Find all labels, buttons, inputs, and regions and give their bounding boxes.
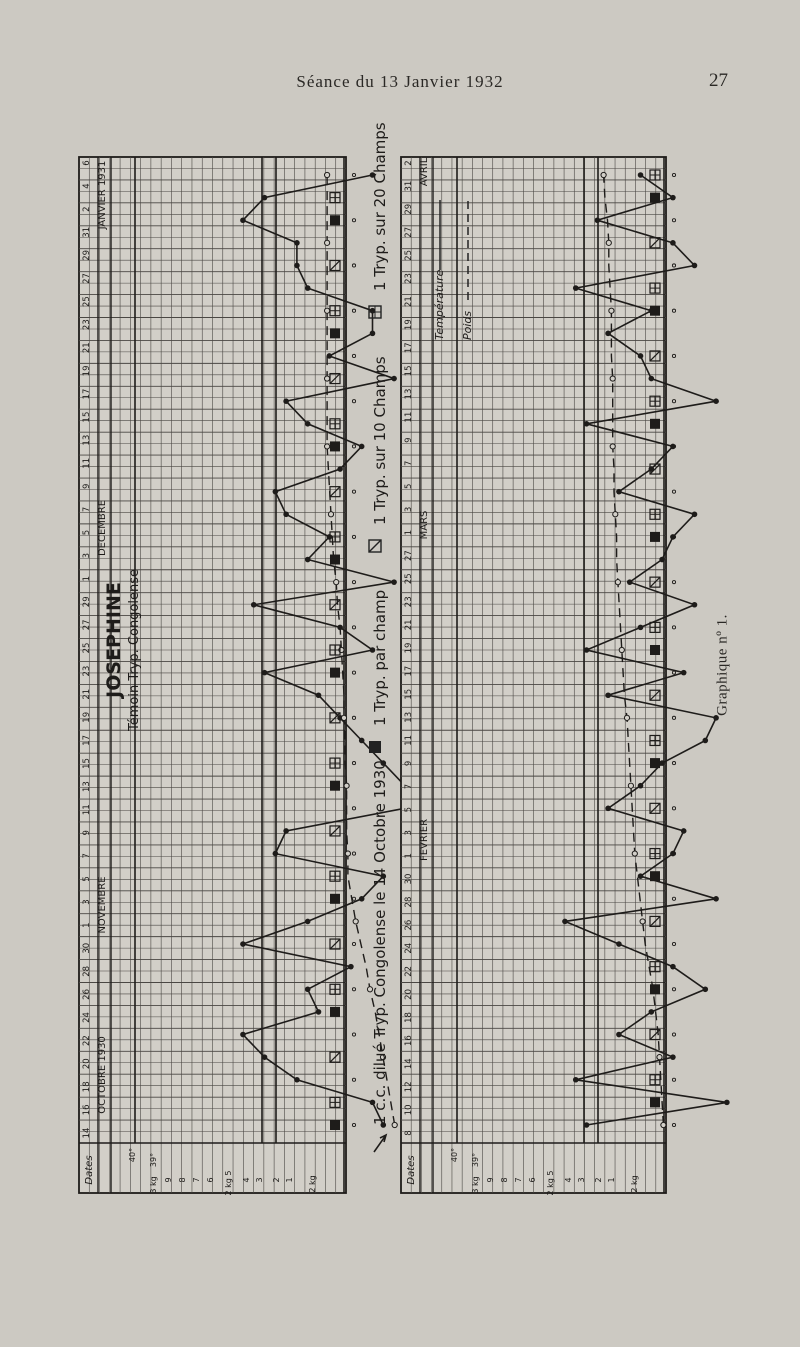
date-tick-label: 26 — [82, 989, 92, 1000]
axis-label: 3 — [577, 1177, 586, 1183]
weight-point — [334, 580, 339, 585]
axis-label: 2 — [272, 1177, 281, 1183]
date-tick-label: 16 — [82, 1104, 92, 1116]
month-label: NOVEMBRE — [97, 876, 108, 934]
filled-square-icon — [650, 193, 660, 203]
date-tick-label: 6 — [82, 160, 92, 166]
figure-caption: Graphique nº 1. — [714, 614, 731, 716]
date-tick-label: 25 — [404, 249, 414, 261]
chart-panel-2 — [401, 157, 730, 1195]
date-tick-label: 27 — [404, 226, 414, 238]
temperature-point — [305, 986, 311, 992]
month-label: MARS — [419, 510, 430, 540]
filled-square-icon — [650, 758, 660, 768]
date-tick-label: 12 — [404, 1081, 414, 1093]
temperature-point — [316, 692, 322, 698]
date-tick-label: 19 — [82, 711, 92, 723]
observation-dot — [672, 581, 675, 584]
weight-point — [325, 240, 330, 245]
observation-dot — [672, 671, 675, 674]
temperature-point — [262, 195, 268, 201]
filled-square-icon — [330, 215, 340, 225]
date-tick-label: 26 — [404, 919, 414, 931]
temperature-point — [692, 263, 698, 269]
temperature-point — [670, 534, 676, 540]
temperature-point — [713, 398, 719, 404]
axis-label: 39° — [471, 1152, 480, 1168]
filled-square-icon — [330, 555, 340, 565]
observation-dot — [352, 988, 355, 991]
temperature-point — [659, 557, 665, 563]
temperature-key-label: Température — [433, 269, 446, 340]
weight-point — [615, 580, 620, 585]
date-tick-label: 16 — [404, 1035, 414, 1047]
axis-label: 4 — [564, 1177, 573, 1183]
weight-point — [632, 851, 637, 856]
temperature-point — [370, 308, 376, 314]
temperature-point — [638, 873, 644, 879]
temperature-point — [240, 217, 246, 223]
date-tick-label: 7 — [82, 853, 92, 859]
legend-item-3: 1 Tryp. sur 20 Champs — [371, 122, 389, 291]
weight-point — [325, 444, 330, 449]
temperature-point — [305, 919, 311, 925]
axis-label: 3 — [255, 1177, 264, 1183]
axis-label: 8 — [178, 1177, 187, 1183]
observation-dot — [672, 1033, 675, 1036]
date-tick-label: 3 — [404, 506, 414, 513]
observation-dot — [672, 264, 675, 267]
observation-dot — [352, 264, 355, 267]
date-tick-label: 5 — [404, 483, 414, 490]
observation-dot — [352, 173, 355, 176]
weight-point — [344, 783, 349, 788]
date-tick-label: 27 — [82, 273, 92, 284]
date-tick-label: 27 — [82, 619, 92, 631]
weight-point — [392, 1122, 397, 1127]
filled-square-icon — [650, 419, 660, 429]
temperature-point — [616, 1032, 622, 1038]
date-tick-label: 19 — [404, 642, 414, 654]
temperature-point — [273, 489, 279, 495]
date-tick-label: 17 — [404, 342, 414, 354]
temperature-point — [638, 625, 644, 631]
axis-label: 2 kg 5 — [224, 1170, 233, 1196]
date-tick-label: 2 — [82, 206, 92, 212]
month-label: AVRIL — [419, 157, 430, 187]
date-tick-label: 7 — [82, 506, 92, 513]
injection-note — [371, 760, 389, 1152]
axis-label: 2 kg — [630, 1175, 639, 1193]
axis-label: 39° — [149, 1152, 158, 1168]
weight-point — [325, 308, 330, 313]
filled-square-icon — [330, 1120, 340, 1130]
date-tick-label: 17 — [82, 388, 92, 400]
date-tick-label: 14 — [82, 1127, 92, 1139]
date-tick-label: 1 — [404, 853, 414, 859]
axis-label: 6 — [206, 1177, 215, 1183]
weight-point — [619, 647, 624, 652]
filled-square-icon — [330, 894, 340, 904]
axis-label: 4 — [242, 1177, 251, 1183]
observation-dot — [352, 219, 355, 222]
temperature-point — [605, 692, 611, 698]
weight-point — [610, 444, 615, 449]
page-number: 27 — [709, 70, 728, 91]
date-tick-label: 15 — [404, 365, 414, 377]
temperature-point — [616, 489, 622, 495]
date-tick-label: 2 — [404, 160, 414, 166]
observation-dot — [352, 535, 355, 538]
date-tick-label: 30 — [82, 942, 92, 954]
date-tick-label: 4 — [82, 183, 92, 189]
filled-square-icon — [330, 441, 340, 451]
date-tick-label: 20 — [82, 1058, 92, 1070]
temperature-point — [670, 964, 676, 970]
date-tick-label: 11 — [82, 804, 92, 816]
date-tick-label: 13 — [82, 434, 92, 446]
temperature-point — [681, 828, 687, 834]
temperature-point — [283, 511, 289, 517]
temperature-point — [670, 444, 676, 450]
temperature-point — [305, 421, 311, 427]
observation-dot — [352, 1078, 355, 1081]
date-tick-label: 9 — [82, 483, 92, 490]
date-tick-label: 10 — [404, 1104, 414, 1116]
date-tick-label: 19 — [82, 365, 92, 377]
weight-point — [628, 783, 633, 788]
axis-label: 2 kg — [308, 1175, 317, 1193]
weight-point — [353, 919, 358, 924]
date-tick-label: 23 — [82, 665, 92, 677]
temperature-point — [638, 172, 644, 178]
running-head: Séance du 13 Janvier 1932 — [296, 72, 504, 91]
month-label: OCTOBRE 1930 — [97, 1036, 108, 1114]
injection-note-text: 1 c.c. dilué Tryp. Congolense le 14 Octobre 1930 — [371, 760, 389, 1125]
temperature-point — [692, 511, 698, 517]
date-tick-label: 14 — [404, 1058, 414, 1070]
observation-dot — [352, 852, 355, 855]
filled-square-icon — [330, 668, 340, 678]
date-tick-label: 21 — [82, 342, 92, 354]
axis-label: 6 — [528, 1177, 537, 1183]
date-tick-label: 17 — [404, 665, 414, 677]
filled-square-icon — [330, 328, 340, 338]
date-tick-label: 5 — [82, 529, 92, 536]
date-tick-label: 30 — [404, 873, 414, 885]
legend-item-2: 1 Tryp. sur 10 Champs — [371, 356, 389, 525]
temperature-point — [262, 670, 268, 676]
date-tick-label: 24 — [404, 942, 414, 954]
weight-point — [609, 308, 614, 313]
temperature-point — [327, 353, 333, 359]
weight-point — [341, 715, 346, 720]
date-tick-label: 25 — [82, 296, 92, 307]
temperature-point — [595, 217, 601, 223]
weight-point — [661, 1122, 666, 1127]
date-tick-label: 29 — [82, 596, 92, 608]
weight-point — [657, 1055, 662, 1060]
observation-dot — [352, 1123, 355, 1126]
weight-point — [345, 851, 350, 856]
temperature-point — [337, 466, 343, 472]
date-tick-label: 31 — [82, 226, 92, 238]
observation-dot — [672, 309, 675, 312]
temperature-point — [670, 240, 676, 246]
observation-dot — [352, 807, 355, 810]
temperature-point — [294, 1077, 300, 1083]
temperature-point — [605, 331, 611, 337]
axis-label: 1 — [285, 1177, 294, 1183]
filled-square-icon — [369, 741, 381, 753]
observation-dot — [672, 1123, 675, 1126]
observation-dot — [352, 490, 355, 493]
date-tick-label: 13 — [404, 388, 414, 400]
observation-dot — [352, 309, 355, 312]
date-tick-label: 1 — [82, 922, 92, 928]
weight-point — [613, 512, 618, 517]
date-tick-label: 3 — [404, 830, 414, 836]
legend — [369, 122, 389, 753]
temperature-point — [316, 1009, 322, 1015]
date-tick-label: 20 — [404, 989, 414, 1000]
dates-header: Dates — [84, 1155, 95, 1185]
observation-dot — [352, 626, 355, 629]
temperature-point — [702, 738, 708, 744]
axis-label: 7 — [514, 1177, 523, 1183]
temperature-point — [305, 557, 311, 563]
date-tick-label: 23 — [404, 596, 414, 608]
observation-dot — [352, 942, 355, 945]
filled-square-icon — [650, 871, 660, 881]
temperature-point — [681, 670, 687, 676]
date-tick-label: 22 — [82, 1035, 92, 1047]
weight-key-label: Poids — [461, 310, 474, 340]
observation-dot — [352, 671, 355, 674]
month-label: DECEMBRE — [97, 499, 108, 557]
date-tick-label: 23 — [404, 273, 414, 284]
date-tick-label: 11 — [82, 457, 92, 469]
temperature-point — [240, 941, 246, 947]
temperature-point — [584, 647, 590, 653]
filled-square-icon — [330, 1007, 340, 1017]
date-tick-label: 28 — [82, 965, 92, 977]
date-tick-label: 29 — [404, 203, 414, 215]
date-tick-label: 27 — [404, 550, 414, 562]
temperature-point — [240, 1032, 246, 1038]
temperature-point — [294, 240, 300, 246]
date-tick-label: 5 — [404, 806, 414, 813]
observation-dot — [672, 626, 675, 629]
temperature-point — [605, 806, 611, 812]
date-tick-label: 31 — [404, 180, 414, 192]
temperature-point — [359, 896, 365, 902]
filled-square-icon — [650, 532, 660, 542]
temperature-point — [702, 986, 708, 992]
temperature-point — [370, 331, 376, 337]
date-tick-label: 3 — [82, 552, 92, 559]
temperature-point — [692, 602, 698, 608]
date-tick-label: 21 — [404, 296, 414, 307]
date-tick-label: 9 — [404, 437, 414, 443]
date-tick-label: 15 — [82, 758, 92, 769]
observation-dot — [672, 897, 675, 900]
observation-dot — [352, 354, 355, 357]
temperature-point — [251, 602, 257, 608]
axis-label: 9 — [486, 1177, 495, 1183]
temperature-point — [670, 1054, 676, 1060]
date-tick-label: 23 — [82, 319, 92, 331]
axis-label: 3 kg — [471, 1176, 480, 1194]
weight-point — [328, 512, 333, 517]
observation-dot — [672, 354, 675, 357]
temperature-point — [283, 828, 289, 834]
date-tick-label: 7 — [404, 460, 414, 466]
date-tick-label: 13 — [404, 711, 414, 723]
weight-point — [325, 172, 330, 177]
filled-square-icon — [650, 1097, 660, 1107]
temperature-point — [584, 421, 590, 427]
date-tick-label: 28 — [404, 896, 414, 908]
temperature-point — [359, 738, 365, 744]
axis-label: 1 — [607, 1177, 616, 1183]
temperature-point — [391, 579, 397, 585]
axis-label: 2 — [594, 1177, 603, 1183]
date-tick-label: 17 — [82, 734, 92, 746]
observation-dot — [672, 942, 675, 945]
axis-label: 40° — [128, 1147, 137, 1163]
temperature-point — [573, 1077, 579, 1083]
observation-dot — [672, 988, 675, 991]
temperature-point — [573, 285, 579, 291]
date-tick-label: 9 — [82, 830, 92, 836]
date-tick-label: 29 — [82, 249, 92, 261]
weight-point — [610, 376, 615, 381]
temperature-point — [337, 625, 343, 631]
date-tick-label: 11 — [404, 734, 414, 746]
legend-item-1: 1 Tryp. par champ — [371, 589, 389, 726]
filled-square-icon — [330, 781, 340, 791]
observation-dot — [672, 1078, 675, 1081]
temperature-point — [638, 783, 644, 789]
date-tick-label: 13 — [82, 781, 92, 792]
date-tick-label: 19 — [404, 319, 414, 331]
temperature-point — [670, 195, 676, 201]
arrow-icon — [374, 1135, 386, 1152]
axis-label: 8 — [500, 1177, 509, 1183]
temperature-point — [616, 941, 622, 947]
date-tick-label: 25 — [404, 573, 414, 585]
axis-label: 3 kg — [149, 1176, 158, 1194]
slashed-square-icon — [369, 540, 381, 552]
temperature-point — [273, 851, 279, 857]
filled-square-icon — [650, 645, 660, 655]
observation-dot — [352, 1033, 355, 1036]
observation-dot — [672, 716, 675, 719]
weight-point — [640, 919, 645, 924]
observation-dot — [672, 219, 675, 222]
filled-square-icon — [650, 984, 660, 994]
weight-point — [325, 376, 330, 381]
date-tick-label: 9 — [404, 760, 414, 767]
date-tick-label: 21 — [82, 688, 92, 700]
date-tick-label: 1 — [82, 576, 92, 582]
axis-label: 7 — [192, 1177, 201, 1183]
date-tick-label: 22 — [404, 965, 414, 977]
date-tick-label: 5 — [82, 876, 92, 882]
date-tick-label: 15 — [82, 411, 92, 423]
patient-subtitle: Témoin Tryp. Congolense — [127, 568, 142, 732]
date-tick-label: 11 — [404, 411, 414, 423]
observation-dot — [352, 581, 355, 584]
observation-dot — [672, 490, 675, 493]
month-label: FEVRIER — [419, 818, 430, 862]
date-tick-label: 18 — [404, 1012, 414, 1023]
temperature-point — [649, 376, 655, 382]
dates-header: Dates — [406, 1155, 417, 1185]
temperature-point — [670, 851, 676, 857]
observation-dot — [352, 400, 355, 403]
temperature-point — [649, 1009, 655, 1015]
observation-dot — [352, 716, 355, 719]
date-tick-label: 8 — [404, 1130, 414, 1136]
crossed-square-icon — [369, 306, 381, 318]
temperature-point — [724, 1100, 730, 1106]
observation-dot — [672, 400, 675, 403]
date-tick-label: 1 — [404, 529, 414, 536]
date-tick-label: 15 — [404, 688, 414, 700]
temperature-point — [348, 964, 354, 970]
temperature-point — [638, 353, 644, 359]
temperature-point — [294, 263, 300, 269]
observation-dot — [352, 445, 355, 448]
temperature-point — [262, 1054, 268, 1060]
temperature-point — [391, 376, 397, 382]
temperature-point — [283, 398, 289, 404]
observation-dot — [672, 173, 675, 176]
temperature-point — [359, 444, 365, 450]
temperature-point — [713, 896, 719, 902]
observation-dot — [352, 897, 355, 900]
weight-point — [624, 715, 629, 720]
axis-label: 9 — [164, 1177, 173, 1183]
patient-name: JOSEPHINE — [103, 582, 125, 698]
temperature-point — [562, 919, 568, 925]
temperature-point — [305, 285, 311, 291]
date-tick-label: 24 — [82, 1012, 92, 1023]
axis-label: 40° — [450, 1147, 459, 1163]
date-tick-label: 18 — [82, 1081, 92, 1093]
date-tick-label: 25 — [82, 642, 92, 654]
date-tick-label: 3 — [82, 899, 92, 905]
temperature-point — [627, 579, 633, 585]
observation-dot — [672, 761, 675, 764]
observation-dot — [672, 807, 675, 810]
weight-point — [601, 172, 606, 177]
filled-square-icon — [650, 306, 660, 316]
date-tick-label: 7 — [404, 783, 414, 790]
axis-label: 2 kg 5 — [546, 1170, 555, 1196]
date-tick-label: 21 — [404, 619, 414, 631]
month-label: JANVIER 1931 — [97, 160, 108, 230]
observation-dot — [352, 761, 355, 764]
weight-point — [606, 240, 611, 245]
figure-caption-wrap — [713, 600, 733, 730]
temperature-point — [584, 1122, 590, 1128]
temperature-point — [659, 760, 665, 766]
